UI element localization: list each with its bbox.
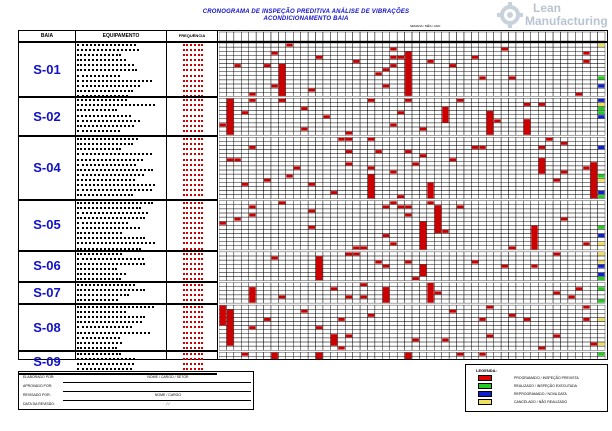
page-title: CRONOGRAMA DE INSPEÇÃO PREDITIVA ANÁLISE DE VIBRAÇÕES — [202, 9, 410, 15]
planned-mark — [368, 175, 374, 199]
planned-mark — [487, 306, 493, 309]
planned-mark — [220, 306, 226, 326]
planned-mark — [405, 205, 411, 208]
planned-mark — [390, 48, 396, 51]
planned-mark — [539, 158, 545, 174]
planned-mark — [316, 326, 322, 329]
planned-mark — [286, 175, 292, 178]
status-mark — [598, 179, 604, 182]
sector-label: S-07 — [33, 284, 61, 300]
status-mark — [598, 343, 604, 346]
footer-row-3: REVISADO POR: NOME / CARGO — [23, 393, 251, 401]
planned-mark — [450, 64, 456, 67]
status-mark — [598, 242, 604, 245]
planned-mark — [554, 253, 560, 256]
planned-mark — [383, 85, 389, 88]
planned-mark — [502, 48, 508, 51]
status-mark — [598, 175, 604, 178]
planned-mark — [427, 283, 433, 303]
frequency-list — [181, 283, 205, 304]
equipment-list — [77, 283, 163, 304]
legend-item-rescheduled: REPROGRAMADO / NOVA DATA — [478, 391, 603, 397]
planned-mark — [457, 353, 463, 356]
brand-logo — [497, 0, 612, 34]
planned-mark — [242, 111, 248, 114]
sector-label: S-08 — [33, 319, 61, 335]
planned-mark — [361, 296, 367, 299]
planned-mark — [353, 253, 359, 256]
sector-label: S-04 — [33, 159, 61, 175]
planned-mark — [479, 146, 485, 149]
planned-mark — [338, 347, 344, 350]
planned-mark — [405, 261, 411, 264]
planned-mark — [413, 339, 419, 342]
planned-mark — [450, 310, 456, 313]
planned-mark — [405, 99, 411, 102]
planned-mark — [338, 138, 344, 141]
status-mark — [598, 191, 604, 194]
equipment-list — [77, 201, 163, 250]
planned-mark — [279, 93, 285, 96]
planned-mark — [531, 265, 537, 268]
planned-mark — [383, 234, 389, 237]
planned-mark — [413, 162, 419, 165]
period-note: SEMANA / MÊS / ANO — [410, 24, 441, 28]
footer-row-1: ELABORADO POR: NOME / CARGO / SETOR — [23, 375, 251, 383]
planned-mark — [271, 52, 277, 55]
frequency-list — [181, 352, 205, 373]
planned-mark — [301, 128, 307, 131]
planned-mark — [309, 183, 315, 186]
planned-mark — [220, 124, 226, 127]
planned-mark — [524, 318, 530, 321]
planned-mark — [242, 353, 248, 356]
status-mark — [598, 226, 604, 229]
planned-mark — [346, 253, 352, 256]
status-mark — [598, 353, 604, 356]
planned-mark — [242, 183, 248, 186]
planned-mark — [539, 347, 545, 350]
frequency-list — [181, 201, 205, 250]
planned-mark — [457, 99, 463, 102]
status-mark — [598, 107, 604, 110]
planned-mark — [249, 291, 255, 294]
status-mark — [598, 273, 604, 276]
planned-mark — [234, 64, 240, 67]
planned-mark — [368, 314, 374, 317]
sector-label: S-01 — [33, 61, 61, 77]
planned-mark — [346, 132, 352, 135]
sector-label: S-06 — [33, 258, 61, 274]
planned-mark — [264, 64, 270, 67]
planned-mark — [316, 273, 322, 276]
planned-mark — [546, 138, 552, 141]
planned-mark — [554, 179, 560, 182]
planned-mark — [427, 201, 433, 204]
planned-mark — [509, 246, 515, 249]
planned-mark — [509, 76, 515, 79]
planned-mark — [583, 242, 589, 245]
planned-mark — [420, 154, 426, 157]
planned-mark — [331, 287, 337, 290]
planned-mark — [390, 56, 396, 59]
planned-mark — [405, 353, 411, 359]
planned-mark — [531, 230, 537, 233]
planned-mark — [316, 353, 322, 359]
planned-mark — [279, 99, 285, 102]
planned-mark — [398, 195, 404, 198]
planned-mark — [390, 64, 396, 67]
planned-mark — [561, 142, 567, 145]
planned-mark — [375, 261, 381, 264]
planned-mark — [249, 214, 255, 217]
planned-mark — [368, 99, 374, 102]
planned-mark — [346, 296, 352, 299]
planned-mark — [375, 150, 381, 153]
sector-label: S-05 — [33, 217, 61, 233]
planned-mark — [435, 291, 441, 294]
planned-mark — [390, 171, 396, 174]
planned-mark — [316, 256, 322, 280]
equipment-list — [77, 252, 163, 281]
footer-row-2: APROVADO POR: — [23, 384, 251, 392]
planned-mark — [271, 353, 277, 359]
planned-mark — [279, 201, 285, 204]
planned-mark — [331, 191, 337, 194]
planned-mark — [294, 167, 300, 170]
planned-mark — [435, 205, 441, 233]
planned-mark — [316, 56, 322, 59]
planned-mark — [583, 167, 589, 170]
frequency-list — [181, 252, 205, 281]
schedule-table — [18, 30, 608, 370]
planned-mark — [583, 52, 589, 55]
planned-mark — [398, 56, 404, 59]
planned-mark — [279, 296, 285, 299]
planned-mark — [368, 167, 374, 170]
planned-mark — [420, 128, 426, 131]
planned-mark — [383, 205, 389, 208]
legend-item-done: REALIZADO / INSPEÇÃO EXECUTADA — [478, 383, 603, 389]
status-mark — [598, 85, 604, 88]
planned-mark — [427, 183, 433, 199]
planned-mark — [286, 44, 292, 47]
planned-mark — [591, 162, 597, 198]
planned-mark — [413, 277, 419, 280]
planned-mark — [450, 158, 456, 161]
planned-mark — [539, 103, 545, 106]
planned-mark — [249, 99, 255, 102]
status-mark — [598, 99, 604, 102]
planned-mark — [375, 72, 381, 75]
equipment-list — [77, 352, 163, 373]
planned-mark — [346, 162, 352, 165]
planned-mark — [309, 89, 315, 92]
planned-mark — [234, 158, 240, 161]
planned-mark — [271, 257, 277, 260]
planned-mark — [301, 107, 307, 110]
status-mark — [598, 195, 604, 198]
planned-mark — [442, 230, 448, 233]
planned-mark — [435, 210, 441, 213]
planned-mark — [420, 265, 426, 277]
swatch-blue — [478, 391, 492, 397]
swatch-green — [478, 383, 492, 389]
footer-row-4: DATA DA REVISÃO: / / — [23, 402, 251, 410]
planned-mark — [576, 287, 582, 290]
approval-box — [18, 371, 254, 410]
planned-mark — [249, 146, 255, 149]
legend-item-planned: PROGRAMADO / INSPEÇÃO PREVISTA — [478, 375, 603, 381]
planned-mark — [398, 205, 404, 208]
planned-mark — [249, 205, 255, 208]
column-header-frequency: FREQUÊNCIA — [178, 33, 206, 38]
planned-mark — [227, 99, 233, 135]
planned-mark — [316, 269, 322, 272]
week-grid — [219, 31, 607, 359]
planned-mark — [524, 103, 530, 106]
planned-mark — [361, 283, 367, 286]
column-header-equipment: EQUIPAMENTO — [102, 33, 140, 39]
status-mark — [598, 300, 604, 303]
planned-mark — [301, 310, 307, 313]
status-mark — [598, 265, 604, 268]
page-subtitle: ACONDICIONAMENTO BAIA — [263, 16, 349, 22]
frequency-list — [181, 137, 205, 199]
planned-mark — [361, 246, 367, 249]
equipment-list — [77, 43, 163, 96]
planned-mark — [220, 222, 226, 225]
status-mark — [598, 76, 604, 79]
planned-mark — [479, 353, 485, 356]
planned-mark — [576, 93, 582, 96]
planned-mark — [353, 246, 359, 249]
status-mark — [598, 287, 604, 290]
planned-mark — [405, 150, 411, 153]
planned-mark — [264, 318, 270, 321]
status-mark — [598, 277, 604, 280]
gear-icon — [497, 2, 523, 28]
planned-mark — [383, 68, 389, 71]
equipment-list — [77, 137, 163, 199]
planned-mark — [353, 60, 359, 63]
planned-mark — [494, 119, 500, 122]
sector-label: S-09 — [33, 354, 61, 370]
equipment-list — [77, 305, 163, 350]
planned-mark — [338, 318, 344, 321]
planned-mark — [442, 107, 448, 123]
status-mark — [598, 261, 604, 264]
planned-mark — [264, 179, 270, 182]
planned-mark — [390, 124, 396, 127]
legend-item-cancelled: CANCELADO / NÃO REALIZADO — [478, 399, 603, 405]
planned-mark — [405, 214, 411, 217]
status-mark — [598, 146, 604, 149]
planned-mark — [227, 330, 233, 333]
planned-mark — [509, 314, 515, 317]
status-mark — [598, 44, 604, 47]
status-mark — [598, 103, 604, 106]
planned-mark — [249, 93, 255, 96]
planned-mark — [390, 242, 396, 245]
status-mark — [598, 318, 604, 321]
planned-mark — [561, 218, 567, 221]
equipment-list — [77, 98, 163, 135]
swatch-yellow — [478, 399, 492, 405]
planned-mark — [591, 343, 597, 346]
planned-mark — [487, 111, 493, 135]
planned-mark — [398, 111, 404, 114]
planned-mark — [271, 85, 277, 88]
swatch-red — [478, 375, 492, 381]
planned-mark — [383, 287, 389, 303]
planned-mark — [583, 318, 589, 321]
frequency-list — [181, 305, 205, 350]
planned-mark — [331, 334, 337, 346]
planned-mark — [554, 291, 560, 294]
legend-title: LEGENDA: — [476, 368, 497, 373]
planned-mark — [583, 306, 589, 309]
planned-mark — [234, 218, 240, 221]
planned-mark — [249, 326, 255, 329]
legend — [465, 364, 608, 412]
planned-mark — [249, 287, 255, 303]
planned-mark — [427, 60, 433, 63]
planned-mark — [502, 265, 508, 268]
planned-mark — [309, 210, 315, 213]
planned-mark — [442, 339, 448, 342]
planned-mark — [479, 76, 485, 79]
planned-mark — [405, 52, 411, 96]
brand-word-1: Lean — [533, 1, 562, 15]
planned-mark — [539, 146, 545, 149]
status-mark — [598, 111, 604, 114]
planned-mark — [524, 119, 530, 135]
planned-mark — [568, 296, 574, 299]
planned-mark — [420, 222, 426, 250]
planned-mark — [227, 158, 233, 161]
planned-mark — [472, 146, 478, 149]
planned-mark — [531, 226, 537, 250]
planned-mark — [457, 205, 463, 208]
status-mark — [598, 252, 604, 255]
frequency-list — [181, 43, 205, 96]
planned-mark — [583, 60, 589, 63]
brand-word-2: Manufacturing — [525, 14, 608, 28]
status-mark — [598, 234, 604, 237]
planned-mark — [487, 334, 493, 337]
planned-mark — [346, 138, 352, 141]
planned-mark — [368, 138, 374, 141]
planned-mark — [346, 334, 352, 337]
planned-mark — [390, 201, 396, 204]
planned-mark — [554, 334, 560, 337]
planned-mark — [279, 64, 285, 96]
status-mark — [598, 115, 604, 118]
planned-mark — [479, 318, 485, 321]
planned-mark — [561, 171, 567, 174]
column-header-sector: BAIA — [40, 33, 54, 39]
planned-mark — [323, 115, 329, 118]
frequency-list — [181, 98, 205, 135]
planned-mark — [472, 56, 478, 59]
planned-mark — [227, 310, 233, 346]
planned-mark — [383, 265, 389, 268]
planned-mark — [472, 261, 478, 264]
sector-label: S-02 — [33, 108, 61, 124]
planned-mark — [346, 150, 352, 153]
planned-mark — [309, 226, 315, 229]
